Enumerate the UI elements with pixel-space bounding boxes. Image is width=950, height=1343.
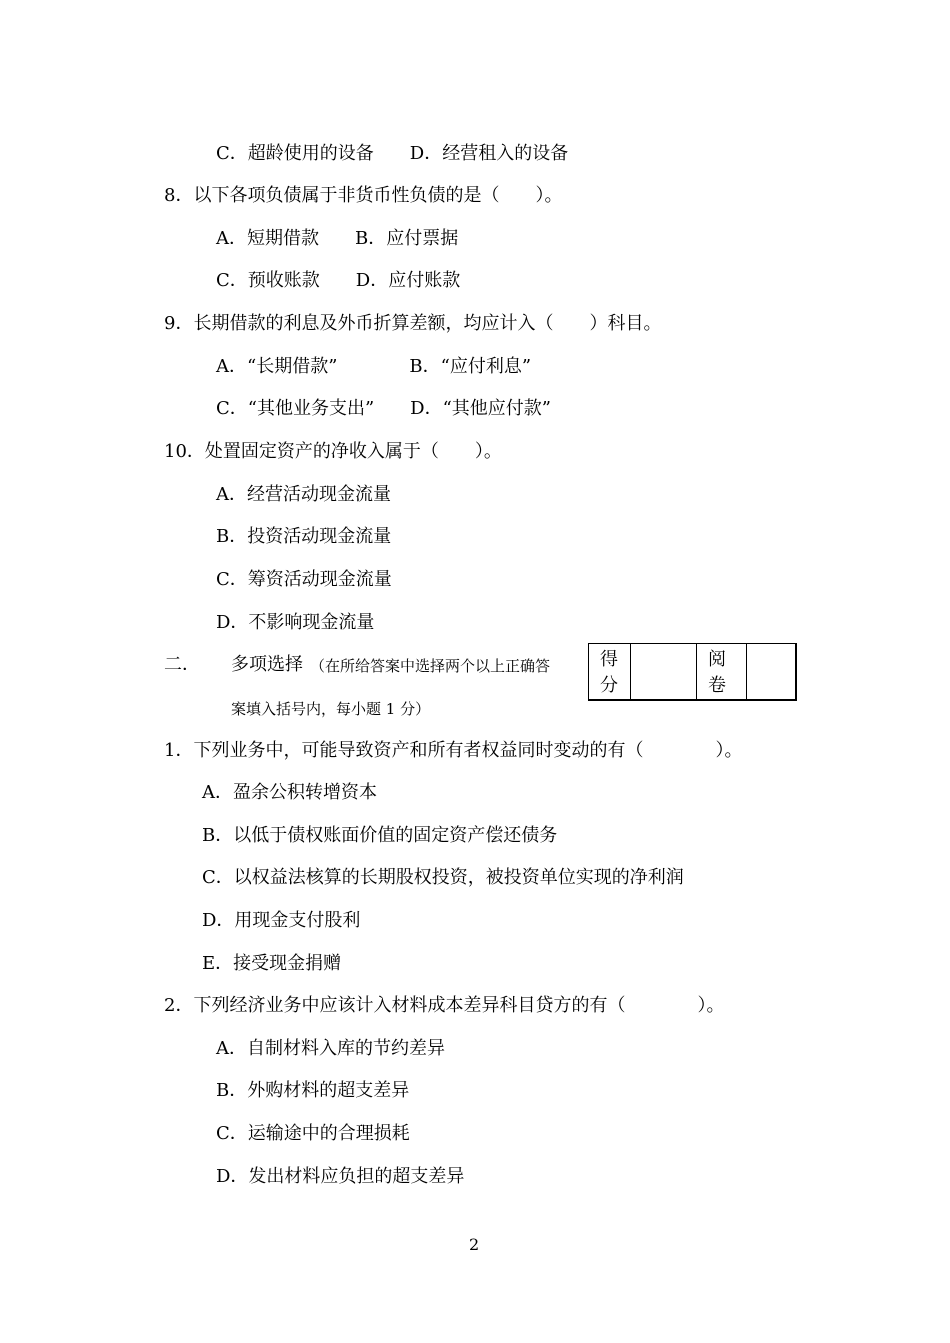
q7-option-cd: C．超龄使用的设备 D．经营租入的设备 — [216, 143, 569, 164]
score-box — [588, 643, 797, 701]
section2-title: 多项选择 — [231, 654, 303, 675]
m1-option-d: D．用现金支付股利 — [202, 910, 361, 931]
m2-option-d: D．发出材料应负担的超支差异 — [216, 1166, 465, 1187]
m1-option-e: E．接受现金捐赠 — [202, 953, 342, 974]
q10-option-a: A．经营活动现金流量 — [216, 484, 391, 505]
q9-stem: 9．长期借款的利息及外币折算差额，均应计入（ ）科目。 — [164, 313, 662, 334]
q9-option-ab: A．“长期借款” B．“应付利息” — [216, 356, 532, 377]
score-label-cell — [589, 644, 631, 699]
q8-option-ab: A．短期借款 B．应付票据 — [216, 228, 459, 249]
q10-stem: 10．处置固定资产的净收入属于（ ）。 — [164, 441, 502, 462]
m1-option-c: C．以权益法核算的长期股权投资，被投资单位实现的净利润 — [202, 867, 684, 888]
reviewer-label-cell — [697, 644, 747, 699]
score-label-char2: 分 — [600, 675, 618, 696]
m2-stem: 2．下列经济业务中应该计入材料成本差异科目贷方的有（ ）。 — [164, 995, 725, 1016]
reviewer-label-char2: 卷 — [708, 675, 726, 696]
m1-option-a: A．盈余公积转增资本 — [202, 782, 377, 803]
q8-stem: 8．以下各项负债属于非货币性负债的是（ ）。 — [164, 185, 563, 206]
reviewer-value-cell[interactable] — [747, 644, 795, 699]
q8-option-cd: C．预收账款 D．应付账款 — [216, 270, 461, 291]
section2-number: 二． — [164, 654, 200, 675]
score-label-char1: 得 — [600, 649, 618, 670]
m2-option-c: C．运输途中的合理损耗 — [216, 1123, 410, 1144]
m2-option-a: A．自制材料入库的节约差异 — [216, 1038, 445, 1059]
m1-option-b: B．以低于债权账面价值的固定资产偿还债务 — [202, 825, 558, 846]
q10-option-c: C．筹资活动现金流量 — [216, 569, 392, 590]
m2-option-b: B．外购材料的超支差异 — [216, 1080, 410, 1101]
page-number: 2 — [469, 1235, 480, 1254]
section2-note-line2: 案填入括号内，每小题 1 分） — [231, 700, 431, 718]
q9-option-cd: C．“其他业务支出” D．“其他应付款” — [216, 398, 552, 419]
m1-stem: 1．下列业务中，可能导致资产和所有者权益同时变动的有（ ）。 — [164, 740, 743, 761]
score-value-cell[interactable] — [631, 644, 697, 699]
section2-note-line1: （在所给答案中选择两个以上正确答 — [310, 657, 551, 675]
q10-option-d: D．不影响现金流量 — [216, 612, 375, 633]
reviewer-label-char1: 阅 — [708, 649, 726, 670]
q10-option-b: B．投资活动现金流量 — [216, 526, 392, 547]
